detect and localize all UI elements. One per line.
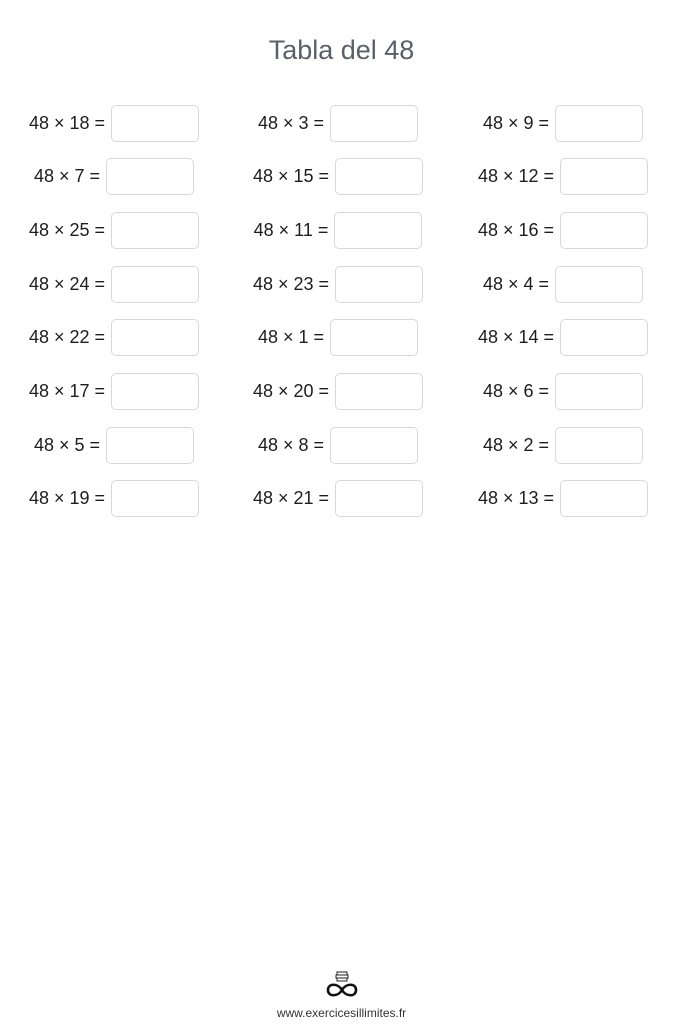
exercise-item xyxy=(449,264,677,304)
website-url: www.exercicesillimites.fr xyxy=(276,1006,407,1020)
multiplication-expression: 48 × 19 = xyxy=(28,488,106,509)
multiplication-expression: 48 × 13 = xyxy=(477,488,555,509)
exercise-item xyxy=(0,371,228,411)
exercise-row xyxy=(0,318,683,372)
exercise-item xyxy=(449,479,677,519)
site-logo xyxy=(0,970,683,1000)
exercise-row xyxy=(0,479,683,533)
answer-input[interactable] xyxy=(555,373,643,410)
exercise-row xyxy=(0,157,683,211)
exercise-item xyxy=(449,210,677,250)
answer-input[interactable] xyxy=(335,480,423,517)
answer-input[interactable] xyxy=(560,158,648,195)
exercise-grid xyxy=(0,103,683,533)
exercise-item xyxy=(0,103,228,143)
exercise-item xyxy=(224,425,452,465)
answer-input[interactable] xyxy=(560,319,648,356)
multiplication-expression: 48 × 24 = xyxy=(28,273,106,294)
multiplication-expression: 48 × 21 = xyxy=(252,488,330,509)
exercise-item xyxy=(449,371,677,411)
answer-input[interactable] xyxy=(330,427,418,464)
multiplication-expression: 48 × 9 = xyxy=(482,112,550,133)
answer-input[interactable] xyxy=(335,373,423,410)
exercise-item xyxy=(224,103,452,143)
exercise-row xyxy=(0,264,683,318)
answer-input[interactable] xyxy=(106,158,194,195)
answer-input[interactable] xyxy=(330,319,418,356)
multiplication-expression: 48 × 22 = xyxy=(28,327,106,348)
answer-input[interactable] xyxy=(560,212,648,249)
answer-input[interactable] xyxy=(560,480,648,517)
exercise-item xyxy=(0,264,228,304)
answer-input[interactable] xyxy=(330,105,418,142)
exercise-row xyxy=(0,425,683,479)
multiplication-expression: 48 × 5 = xyxy=(33,434,101,455)
multiplication-expression: 48 × 11 = xyxy=(253,219,329,240)
exercise-item xyxy=(0,479,228,519)
exercise-item xyxy=(224,264,452,304)
answer-input[interactable] xyxy=(555,105,643,142)
answer-input[interactable] xyxy=(335,266,423,303)
multiplication-expression: 48 × 2 = xyxy=(482,434,550,455)
multiplication-expression: 48 × 3 = xyxy=(257,112,325,133)
multiplication-expression: 48 × 25 = xyxy=(28,219,106,240)
exercise-item xyxy=(449,103,677,143)
answer-input[interactable] xyxy=(555,427,643,464)
multiplication-expression: 48 × 16 = xyxy=(477,219,555,240)
answer-input[interactable] xyxy=(335,158,423,195)
multiplication-expression: 48 × 17 = xyxy=(28,380,106,401)
multiplication-expression: 48 × 7 = xyxy=(33,166,101,187)
multiplication-expression: 48 × 14 = xyxy=(477,327,555,348)
multiplication-expression: 48 × 20 = xyxy=(252,380,330,401)
exercise-item xyxy=(449,157,677,197)
exercise-item xyxy=(224,479,452,519)
infinity-books-logo-icon xyxy=(324,970,360,1000)
answer-input[interactable] xyxy=(106,427,194,464)
exercise-row xyxy=(0,371,683,425)
exercise-item xyxy=(0,425,228,465)
answer-input[interactable] xyxy=(111,373,199,410)
multiplication-expression: 48 × 18 = xyxy=(28,112,106,133)
exercise-item xyxy=(449,318,677,358)
answer-input[interactable] xyxy=(111,266,199,303)
exercise-item xyxy=(449,425,677,465)
answer-input[interactable] xyxy=(111,105,199,142)
exercise-item xyxy=(224,210,452,250)
multiplication-expression: 48 × 1 = xyxy=(257,327,325,348)
answer-input[interactable] xyxy=(111,319,199,356)
page-title: Tabla del 48 xyxy=(268,35,415,65)
multiplication-expression: 48 × 8 = xyxy=(257,434,325,455)
answer-input[interactable] xyxy=(111,480,199,517)
multiplication-expression: 48 × 12 = xyxy=(477,166,555,187)
multiplication-expression: 48 × 15 = xyxy=(252,166,330,187)
exercise-item xyxy=(0,210,228,250)
answer-input[interactable] xyxy=(334,212,422,249)
multiplication-expression: 48 × 6 = xyxy=(482,380,550,401)
answer-input[interactable] xyxy=(555,266,643,303)
exercise-item xyxy=(0,157,228,197)
exercise-item xyxy=(224,157,452,197)
multiplication-expression: 48 × 23 = xyxy=(252,273,330,294)
exercise-item xyxy=(224,371,452,411)
exercise-item xyxy=(0,318,228,358)
exercise-row xyxy=(0,103,683,157)
exercise-row xyxy=(0,210,683,264)
exercise-item xyxy=(224,318,452,358)
answer-input[interactable] xyxy=(111,212,199,249)
multiplication-expression: 48 × 4 = xyxy=(482,273,550,294)
